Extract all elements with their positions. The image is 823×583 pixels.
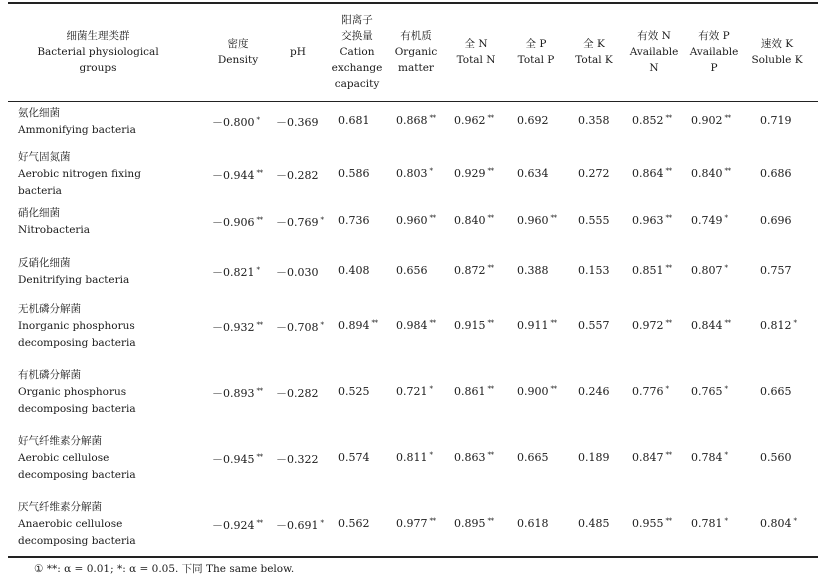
row-label: [18, 105, 136, 139]
significance-mark: **: [256, 386, 263, 395]
cell-value: 0.861: [454, 384, 486, 398]
significance-mark: **: [665, 166, 672, 175]
row-label-line: 无机磷分解菌: [18, 303, 81, 315]
significance-mark: *: [320, 216, 324, 224]
row-label-line: 好气纤维素分解菌: [18, 435, 102, 447]
significance-mark: **: [487, 214, 494, 222]
column-header-line: Available: [629, 46, 679, 58]
cell-value: 0.665: [517, 450, 549, 464]
table-cell: [578, 114, 610, 127]
table-cell: [396, 264, 428, 277]
row-label-line: decomposing bacteria: [18, 337, 136, 349]
column-header-line: 全 K: [583, 38, 605, 50]
cell-value: 0.776: [632, 384, 664, 398]
table-cell: [276, 264, 319, 280]
significance-mark: **: [429, 318, 436, 327]
cell-value: 0.618: [517, 516, 549, 530]
cell-value: 0.246: [578, 384, 610, 398]
cell-value: 0.911: [517, 318, 549, 332]
cell-value: 0.900: [517, 384, 549, 398]
table-cell: [760, 451, 792, 464]
column-header-line: 交换量: [341, 30, 373, 42]
table-cell: [760, 385, 792, 398]
table-row: [0, 205, 823, 239]
column-header-line: Density: [217, 54, 259, 66]
column-header-3: [328, 4, 386, 100]
table-row: [0, 149, 823, 200]
row-label-line: decomposing bacteria: [18, 535, 136, 547]
table-cell: [276, 451, 319, 467]
row-label-line: Organic phosphorus: [18, 386, 127, 398]
table-cell: [691, 451, 728, 464]
significance-mark: **: [487, 450, 494, 459]
table-cell: [454, 385, 494, 398]
cell-value: 0.719: [760, 114, 792, 127]
column-header-line: 全 N: [464, 38, 488, 50]
table-header-rule: [8, 101, 818, 102]
significance-mark: **: [487, 114, 494, 122]
row-label: [18, 433, 136, 484]
table-footnote: ① **: α = 0.01; *: α = 0.05. 下同 The same below.: [34, 563, 295, 575]
row-label: [18, 301, 136, 352]
cell-value: 0.803: [396, 166, 428, 180]
cell-value: 0.665: [760, 384, 792, 398]
table-cell: [454, 167, 494, 180]
cell-value: －0.282: [276, 168, 319, 182]
row-label-line: Nitrobacteria: [18, 224, 91, 236]
significance-mark: *: [429, 384, 433, 393]
cell-value: 0.692: [517, 114, 549, 127]
significance-mark: **: [487, 516, 494, 525]
row-label: [18, 367, 136, 418]
table-cell: [454, 451, 494, 464]
column-header-line: 全 P: [525, 38, 547, 50]
cell-value: 0.811: [396, 450, 428, 464]
significance-mark: **: [665, 264, 672, 272]
significance-mark: *: [793, 318, 797, 327]
table-cell: [517, 319, 557, 332]
table-cell: [517, 167, 549, 180]
row-label-line: Denitrifying bacteria: [18, 274, 130, 286]
cell-value: －0.821: [212, 266, 255, 279]
table-cell: [760, 264, 792, 277]
column-header-line: Available: [689, 46, 739, 58]
significance-mark: *: [256, 116, 260, 124]
table-cell: [396, 385, 433, 398]
cell-value: －0.769: [276, 216, 319, 229]
table-cell: [212, 114, 260, 130]
table-cell: [338, 319, 378, 332]
table-cell: [454, 264, 494, 277]
row-label-line: Inorganic phosphorus: [18, 320, 135, 332]
table-cell: [338, 114, 370, 127]
column-header-line: capacity: [334, 78, 380, 90]
table-cell: [517, 385, 557, 398]
significance-mark: **: [487, 384, 494, 393]
cell-value: 0.847: [632, 450, 664, 464]
cell-value: 0.408: [338, 264, 370, 277]
table-cell: [632, 114, 672, 127]
column-header-line: Total N: [456, 54, 496, 66]
column-header-line: Bacterial physiological: [37, 46, 159, 58]
significance-mark: *: [320, 518, 324, 527]
row-label-line: Anaerobic cellulose: [18, 518, 123, 530]
cell-value: 0.963: [632, 214, 664, 227]
cell-value: 0.851: [632, 264, 664, 277]
row-label: [18, 205, 90, 239]
row-label-line: decomposing bacteria: [18, 403, 136, 415]
cell-value: 0.555: [578, 214, 610, 227]
cell-value: －0.906: [212, 216, 255, 229]
row-label-line: 硝化细菌: [18, 207, 60, 219]
cell-value: 0.863: [454, 450, 486, 464]
table-bottom-rule: [8, 556, 818, 558]
table-cell: [454, 214, 494, 227]
row-label-line: Aerobic nitrogen fixing: [18, 168, 141, 180]
significance-mark: **: [371, 318, 378, 327]
table-cell: [578, 319, 610, 332]
column-header-5: [450, 4, 502, 100]
table-cell: [632, 385, 669, 398]
table-cell: [276, 167, 319, 183]
significance-mark: **: [724, 318, 731, 327]
significance-mark: **: [487, 166, 494, 175]
table-cell: [396, 114, 436, 127]
significance-mark: **: [665, 450, 672, 459]
cell-value: 0.686: [760, 166, 792, 180]
cell-value: 0.864: [632, 166, 664, 180]
column-header-line: 密度: [227, 38, 249, 50]
table-cell: [691, 517, 728, 530]
row-label-line: 好气固氮菌: [18, 151, 71, 163]
column-header-line: Soluble K: [751, 54, 803, 66]
cell-value: －0.800: [212, 116, 255, 129]
column-header-line: Cation: [339, 46, 375, 58]
column-header-8: [626, 4, 682, 100]
cell-value: －0.945: [212, 452, 255, 466]
significance-mark: **: [550, 214, 557, 222]
table-row: [0, 499, 823, 550]
row-label-line: bacteria: [18, 185, 62, 197]
cell-value: 0.586: [338, 166, 370, 180]
cell-value: 0.736: [338, 214, 370, 227]
table-cell: [632, 264, 672, 277]
significance-mark: **: [665, 516, 672, 525]
column-header-2: [276, 4, 320, 100]
table-cell: [578, 167, 610, 180]
significance-mark: **: [256, 518, 263, 527]
cell-value: 0.915: [454, 318, 486, 332]
column-header-0: [10, 4, 186, 100]
column-header-line: groups: [79, 62, 117, 74]
table-row: [0, 367, 823, 418]
cell-value: 0.749: [691, 214, 723, 227]
cell-value: 0.153: [578, 264, 610, 277]
cell-value: 0.784: [691, 450, 723, 464]
cell-value: 0.844: [691, 318, 723, 332]
cell-value: 0.721: [396, 384, 428, 398]
column-header-line: 阳离子: [341, 14, 373, 26]
cell-value: －0.369: [276, 116, 319, 129]
cell-value: 0.757: [760, 264, 792, 277]
significance-mark: **: [665, 114, 672, 122]
cell-value: 0.656: [396, 264, 428, 277]
table-cell: [632, 214, 672, 227]
cell-value: 0.840: [454, 214, 486, 227]
column-header-line: 细菌生理类群: [66, 30, 130, 42]
significance-mark: **: [256, 168, 263, 177]
cell-value: 0.696: [760, 214, 792, 227]
table-cell: [691, 114, 731, 127]
cell-value: 0.560: [760, 450, 792, 464]
significance-mark: **: [429, 114, 436, 122]
table-cell: [276, 114, 319, 130]
table-cell: [632, 451, 672, 464]
cell-value: 0.984: [396, 318, 428, 332]
cell-value: 0.189: [578, 450, 610, 464]
table-cell: [212, 385, 263, 401]
cell-value: 0.929: [454, 166, 486, 180]
column-header-4: [388, 4, 444, 100]
table-cell: [338, 167, 370, 180]
table-cell: [396, 451, 433, 464]
table-cell: [760, 517, 797, 530]
cell-value: 0.562: [338, 516, 370, 530]
table-row: [0, 105, 823, 139]
table-row: [0, 433, 823, 484]
cell-value: 0.852: [632, 114, 664, 127]
column-header-line: N: [649, 62, 659, 74]
cell-value: 0.272: [578, 166, 610, 180]
cell-value: 0.781: [691, 516, 723, 530]
cell-value: 0.358: [578, 114, 610, 127]
column-header-line: 有效 P: [698, 30, 730, 42]
table-cell: [276, 385, 319, 401]
table-cell: [212, 319, 263, 335]
table-cell: [632, 319, 672, 332]
table-cell: [517, 114, 549, 127]
cell-value: －0.924: [212, 518, 255, 532]
column-header-line: matter: [398, 62, 434, 74]
significance-mark: *: [724, 450, 728, 459]
cell-value: －0.932: [212, 320, 255, 334]
table-cell: [212, 214, 263, 230]
significance-mark: **: [256, 452, 263, 461]
cell-value: 0.525: [338, 384, 370, 398]
cell-value: －0.944: [212, 168, 255, 182]
cell-value: 0.812: [760, 318, 792, 332]
cell-value: 0.960: [517, 214, 549, 227]
column-header-line: Total K: [575, 54, 613, 66]
cell-value: 0.868: [396, 114, 428, 127]
column-header-10: [746, 4, 808, 100]
row-label-line: Aerobic cellulose: [18, 452, 110, 464]
significance-mark: *: [724, 384, 728, 393]
cell-value: －0.708: [276, 320, 319, 334]
significance-mark: **: [487, 264, 494, 272]
significance-mark: **: [724, 166, 731, 175]
cell-value: －0.691: [276, 518, 319, 532]
cell-value: －0.282: [276, 386, 319, 400]
significance-mark: *: [665, 384, 669, 393]
row-label-line: Ammonifying bacteria: [18, 124, 136, 136]
significance-mark: *: [429, 166, 433, 175]
significance-mark: *: [320, 320, 324, 329]
cell-value: －0.322: [276, 452, 319, 466]
cell-value: 0.955: [632, 516, 664, 530]
cell-value: 0.765: [691, 384, 723, 398]
column-header-line: Total P: [517, 54, 555, 66]
table-cell: [578, 385, 610, 398]
table-cell: [212, 167, 263, 183]
table-cell: [454, 517, 494, 530]
table-cell: [578, 451, 610, 464]
column-header-line: P: [710, 62, 718, 74]
significance-mark: *: [724, 214, 728, 222]
significance-mark: *: [724, 516, 728, 525]
table-row: [0, 301, 823, 352]
row-label: [18, 499, 136, 550]
table-cell: [276, 214, 324, 230]
cell-value: 0.902: [691, 114, 723, 127]
significance-mark: **: [665, 214, 672, 222]
column-header-1: [210, 4, 266, 100]
table-cell: [396, 214, 436, 227]
table-cell: [760, 114, 792, 127]
row-label: [18, 255, 129, 289]
cell-value: 0.557: [578, 318, 610, 332]
table-cell: [396, 319, 436, 332]
table-cell: [338, 214, 370, 227]
cell-value: 0.977: [396, 516, 428, 530]
significance-mark: *: [793, 516, 797, 525]
cell-value: 0.485: [578, 516, 610, 530]
table-cell: [760, 167, 792, 180]
table-cell: [454, 114, 494, 127]
table-cell: [632, 167, 672, 180]
table-cell: [517, 214, 557, 227]
table-cell: [691, 319, 731, 332]
column-header-line: 有机质: [400, 30, 432, 42]
cell-value: 0.388: [517, 264, 549, 277]
table-cell: [578, 517, 610, 530]
table-cell: [212, 264, 260, 280]
column-header-line: pH: [290, 46, 306, 58]
table-cell: [517, 451, 549, 464]
row-label-line: 有机磷分解菌: [18, 369, 81, 381]
table-cell: [632, 517, 672, 530]
column-header-line: 速效 K: [760, 38, 794, 50]
table-cell: [578, 214, 610, 227]
table-cell: [338, 385, 370, 398]
significance-mark: **: [256, 216, 263, 224]
significance-mark: *: [256, 266, 260, 274]
significance-mark: *: [429, 450, 433, 459]
cell-value: 0.872: [454, 264, 486, 277]
table-cell: [276, 319, 324, 335]
column-header-9: [686, 4, 742, 100]
table-cell: [338, 451, 370, 464]
table-cell: [691, 214, 728, 227]
significance-mark: **: [429, 516, 436, 525]
table-row: [0, 255, 823, 289]
table-cell: [212, 517, 263, 533]
significance-mark: **: [550, 384, 557, 393]
table-cell: [517, 517, 549, 530]
table-cell: [396, 517, 436, 530]
row-label: [18, 149, 141, 200]
significance-mark: **: [256, 320, 263, 329]
table-cell: [760, 319, 797, 332]
cell-value: 0.962: [454, 114, 486, 127]
cell-value: 0.960: [396, 214, 428, 227]
column-header-line: exchange: [331, 62, 383, 74]
column-header-6: [510, 4, 562, 100]
table-cell: [691, 264, 728, 277]
cell-value: 0.634: [517, 166, 549, 180]
cell-value: 0.894: [338, 318, 370, 332]
significance-mark: **: [665, 318, 672, 327]
row-label-line: 氨化细菌: [18, 107, 60, 119]
table-cell: [691, 167, 731, 180]
table-cell: [517, 264, 549, 277]
cell-value: 0.574: [338, 450, 370, 464]
row-label-line: decomposing bacteria: [18, 469, 136, 481]
table-cell: [691, 385, 728, 398]
cell-value: 0.895: [454, 516, 486, 530]
table-cell: [276, 517, 324, 533]
cell-value: －0.030: [276, 266, 319, 279]
significance-mark: **: [429, 214, 436, 222]
significance-mark: **: [487, 318, 494, 327]
row-label-line: 反硝化细菌: [18, 257, 71, 269]
cell-value: 0.807: [691, 264, 723, 277]
table-cell: [578, 264, 610, 277]
table-cell: [338, 264, 370, 277]
column-header-line: Organic: [394, 46, 438, 58]
cell-value: 0.681: [338, 114, 370, 127]
table-cell: [338, 517, 370, 530]
significance-mark: **: [550, 318, 557, 327]
table-cell: [396, 167, 433, 180]
table-cell: [212, 451, 263, 467]
significance-mark: *: [724, 264, 728, 272]
cell-value: －0.893: [212, 386, 255, 400]
column-header-line: 有效 N: [637, 30, 671, 42]
cell-value: 0.840: [691, 166, 723, 180]
column-header-7: [568, 4, 620, 100]
table-cell: [760, 214, 792, 227]
cell-value: 0.972: [632, 318, 664, 332]
row-label-line: 厌气纤维素分解菌: [18, 501, 102, 513]
significance-mark: **: [724, 114, 731, 122]
cell-value: 0.804: [760, 516, 792, 530]
table-cell: [454, 319, 494, 332]
